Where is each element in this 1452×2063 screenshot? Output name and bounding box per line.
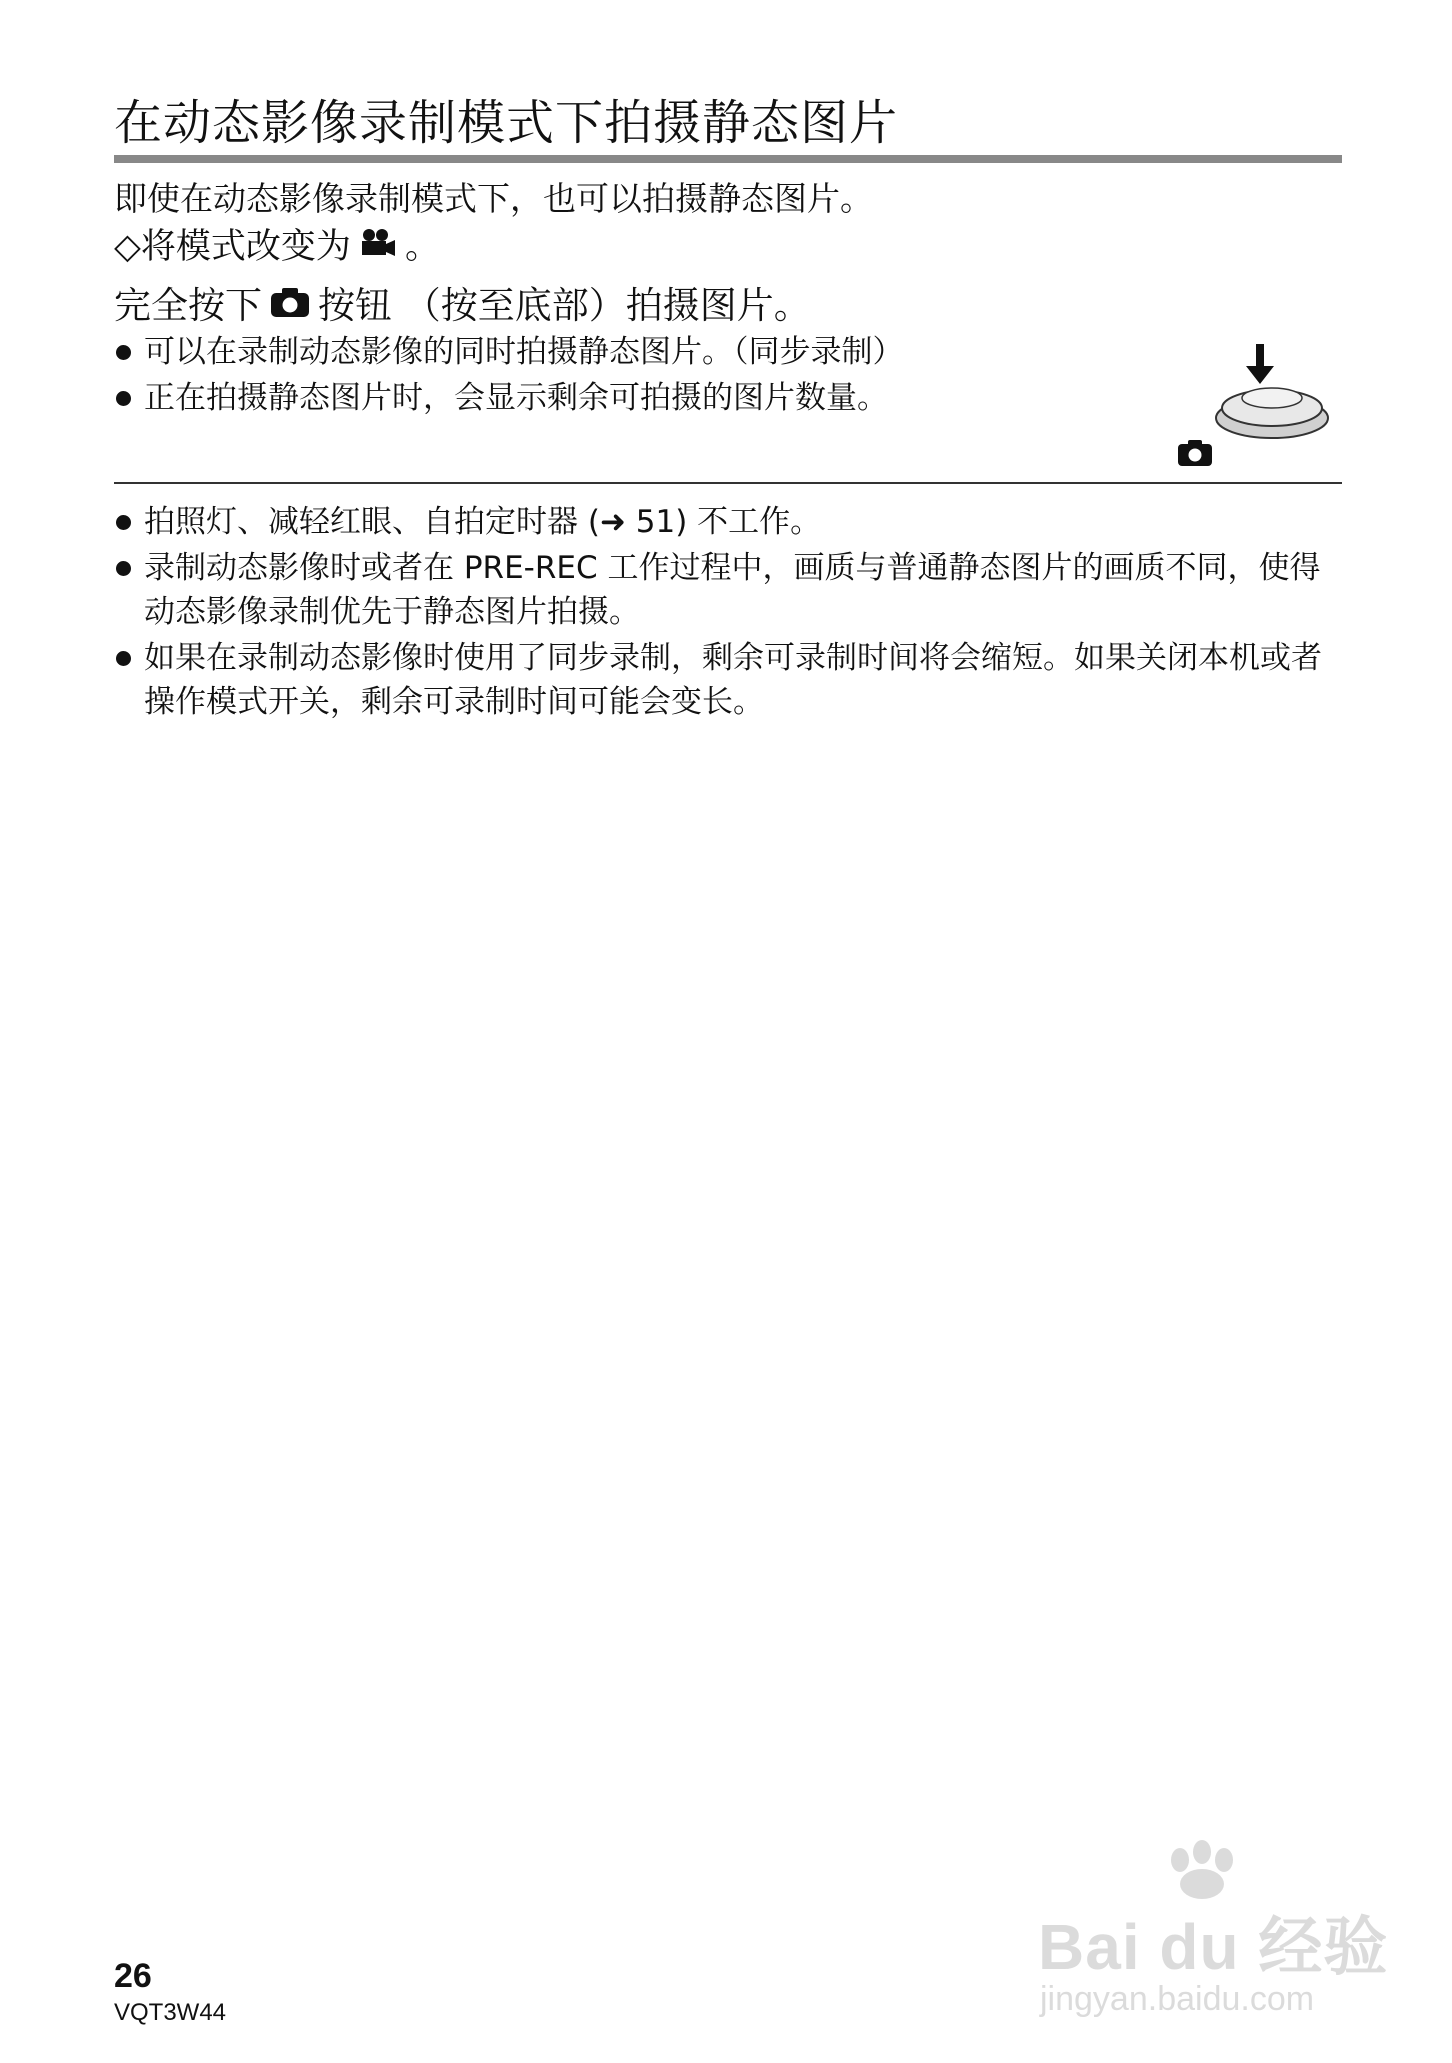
title-divider	[114, 155, 1342, 163]
bullet-icon	[116, 345, 131, 360]
page-title: 在动态影像录制模式下拍摄静态图片	[114, 95, 899, 151]
step2-text-after: 按钮 （按至底部）拍摄图片。	[318, 284, 811, 327]
step1-text: 将模式改变为	[140, 227, 351, 267]
notes-list-secondary	[114, 500, 1344, 726]
list-item	[114, 330, 1014, 374]
list-item-text: 可以在录制动态影像的同时拍摄静态图片。（同步录制）	[144, 334, 904, 370]
bullet-icon	[116, 515, 131, 530]
page-number: 26	[114, 1957, 152, 1995]
notes-list-primary	[114, 330, 1014, 422]
list-item	[114, 376, 1014, 420]
list-item	[114, 500, 1344, 544]
list-item	[114, 636, 1344, 724]
bullet-icon	[116, 651, 131, 666]
model-code: VQT3W44	[114, 1999, 227, 2026]
shutter-button-illustration	[1176, 336, 1336, 476]
bullet-icon	[116, 561, 131, 576]
baidu-watermark	[1020, 1840, 1389, 2030]
list-item	[114, 546, 1344, 634]
watermark-main-text: Bai du 经验	[1038, 1911, 1389, 1983]
section-divider	[114, 482, 1342, 484]
step1-end: 。	[404, 227, 440, 267]
camera-small-icon	[1178, 440, 1212, 466]
list-item-text: 录制动态影像时或者在 PRE-REC 工作过程中，画质与普通静态图片的画质不同，使得动态影像录制优先于静态图片拍摄。	[144, 550, 1321, 630]
step-press-shutter	[114, 280, 811, 332]
step-change-mode	[114, 222, 440, 272]
list-item-text: 拍照灯、减轻红眼、自拍定时器 (➜ 51) 不工作。	[144, 504, 822, 540]
list-item-text: 如果在录制动态影像时使用了同步录制，剩余可录制时间将会缩短。如果关闭本机或者操作模式开关，剩余可录制时间可能会变长。	[144, 640, 1322, 720]
movie-camera-icon	[359, 222, 397, 272]
diamond-marker: ◇	[114, 227, 141, 267]
list-item-text: 正在拍摄静态图片时，会显示剩余可拍摄的图片数量。	[144, 380, 888, 416]
bullet-icon	[116, 391, 131, 406]
intro-text: 即使在动态影像录制模式下，也可以拍摄静态图片。	[114, 179, 873, 218]
press-down-arrow-icon	[1246, 344, 1274, 384]
watermark-url-text: jingyan.baidu.com	[1040, 1980, 1315, 2018]
step2-text-before: 完全按下	[114, 284, 262, 327]
paw-icon	[1171, 1840, 1233, 1899]
camera-icon	[270, 280, 310, 332]
